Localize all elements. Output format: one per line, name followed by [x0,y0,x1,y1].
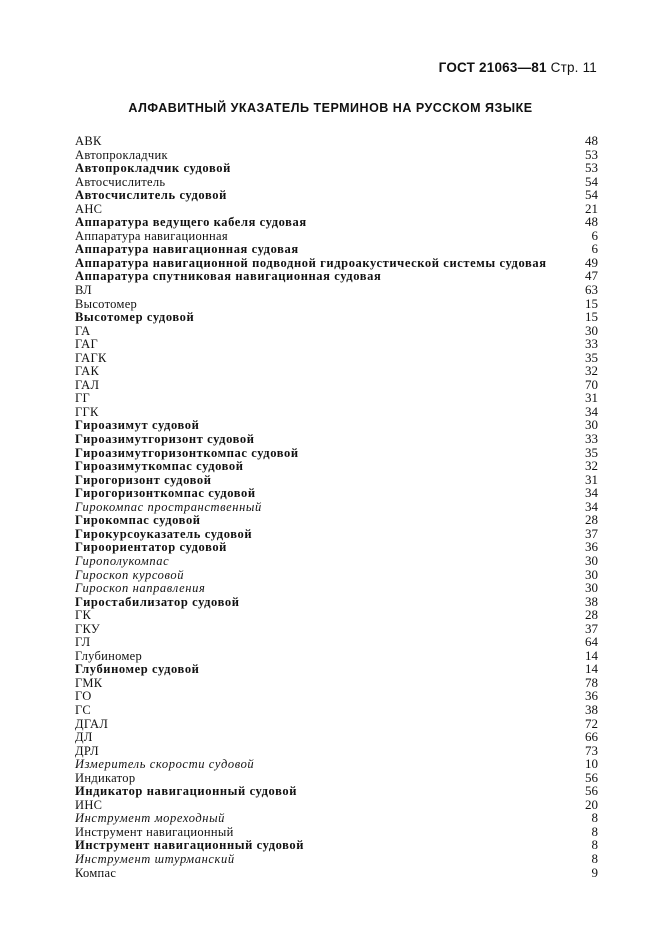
entry-page-number: 53 [585,146,598,162]
entry-page-number: 31 [585,390,598,406]
entry-term: ГКУ [75,621,101,636]
index-entry [75,161,598,175]
index-entry [75,391,598,405]
index-entry [75,269,598,283]
index-entry [75,459,598,473]
index-entry [75,540,598,554]
entry-page-number: 49 [585,254,598,270]
entry-term: Компас [75,865,117,880]
entry-page-number: 47 [585,268,598,284]
entry-term: АВК [75,134,102,148]
entry-page-number: 38 [585,701,598,717]
entry-page-number: 35 [585,444,598,460]
entry-page-number: 20 [585,796,598,812]
entry-page-number: 30 [585,322,598,338]
entry-page-number: 21 [585,200,598,216]
entry-page-number: 32 [585,458,598,474]
entry-page-number: 70 [585,376,598,392]
entry-term: ДГАЛ [75,716,109,731]
entry-term: Индикатор навигационный судовой [75,784,297,799]
entry-term: Аппаратура навигационной подводной гидроакустической системы судовая [75,255,547,270]
entry-page-number: 37 [585,620,598,636]
entry-page-number: 8 [591,850,598,866]
entry-page-number: 72 [585,715,598,731]
entry-page-number: 8 [591,823,598,839]
entry-term: ГК [75,608,92,623]
entry-term: ГО [75,689,92,704]
entry-page-number: 56 [585,783,598,799]
index-entry [75,418,598,432]
entry-page-number: 36 [585,688,598,704]
index-entry [75,622,598,636]
entry-term: Аппаратура спутниковая навигационная судовая [75,269,382,284]
entry-page-number: 54 [585,187,598,203]
entry-term: Гироазимутгоризонткомпас судовой [75,445,299,460]
index-entry [75,717,598,731]
index-entry [75,608,598,622]
entry-term: ГЛ [75,635,91,650]
entry-page-number: 66 [585,729,598,745]
entry-term: ДЛ [75,730,93,745]
index-entry [75,689,598,703]
index-entry [75,215,598,229]
entry-term: Гироскоп курсовой [75,567,185,582]
index-entry [75,351,598,365]
entry-page-number: 54 [585,173,598,189]
index-entry [75,744,598,758]
entry-page-number: 64 [585,634,598,650]
entry-term: Гирокурсоуказатель судовой [75,526,253,541]
entry-page-number: 34 [585,498,598,514]
index-entry [75,446,598,460]
entry-term: ГАГК [75,350,107,365]
entry-term: Инструмент навигационный судовой [75,838,305,853]
entry-term: Инструмент навигационный [75,824,234,839]
entry-term: Гирокомпас судовой [75,513,201,528]
index-entry [75,635,598,649]
entry-page-number: 15 [585,309,598,325]
entry-term: Гироскоп направления [75,581,206,596]
index-entry [75,825,598,839]
entry-page-number: 73 [585,742,598,758]
entry-page-number: 31 [585,471,598,487]
entry-page-number: 32 [585,363,598,379]
entry-page-number: 33 [585,431,598,447]
entry-page-number: 48 [585,214,598,230]
entry-term: Гиростабилизатор судовой [75,594,240,609]
entry-page-number: 10 [585,756,598,772]
entry-term: ИНС [75,797,103,812]
entry-page-number: 56 [585,769,598,785]
entry-page-number: 30 [585,566,598,582]
index-entry [75,784,598,798]
entry-term: Глубиномер [75,648,143,663]
index-entry [75,256,598,270]
index-entry [75,771,598,785]
entry-term: Гироазимут судовой [75,418,200,433]
entry-page-number: 8 [591,810,598,826]
entry-term: Аппаратура навигационная [75,228,228,243]
index-entry [75,432,598,446]
entry-term: Автосчислитель [75,174,166,189]
index-entry [75,866,598,880]
entry-page-number: 48 [585,133,598,148]
index-entry [75,554,598,568]
entry-term: ГАК [75,364,100,379]
index-entry [75,202,598,216]
entry-page-number: 30 [585,580,598,596]
entry-page-number: 35 [585,349,598,365]
entry-term: Инструмент штурманский [75,851,235,866]
entry-term: Измеритель скорости судовой [75,757,255,772]
index-entry [75,811,598,825]
index-entry [75,500,598,514]
entry-term: Высотомер [75,296,138,311]
index-entry [75,527,598,541]
entry-term: Инструмент мореходный [75,811,226,826]
index-entry [75,297,598,311]
entry-term: Аппаратура ведущего кабеля судовая [75,215,307,230]
entry-term: АНС [75,201,103,216]
entry-term: ГА [75,323,91,338]
index-entry [75,676,598,690]
entry-page-number: 53 [585,160,598,176]
entry-page-number: 63 [585,282,598,298]
index-entry [75,757,598,771]
entry-term: Гирогоризонт судовой [75,472,212,487]
index-entry [75,337,598,351]
index-entry [75,730,598,744]
index-entry [75,798,598,812]
entry-term: Гирополукомпас [75,553,170,568]
entry-term: Гирогоризонткомпас судовой [75,486,256,501]
entry-page-number: 34 [585,403,598,419]
entry-page-number: 30 [585,417,598,433]
entry-page-number: 15 [585,295,598,311]
entry-term: ДРЛ [75,743,99,758]
index-entry [75,486,598,500]
index-entry [75,568,598,582]
entry-term: Автосчислитель судовой [75,188,227,203]
index-entry [75,838,598,852]
entry-page-number: 30 [585,552,598,568]
index-entry [75,364,598,378]
index-entry [75,188,598,202]
index-entry [75,242,598,256]
index-entry [75,473,598,487]
index-title: АЛФАВИТНЫЙ УКАЗАТЕЛЬ ТЕРМИНОВ НА РУССКОМ ЯЗЫКЕ [128,101,533,115]
entry-term: Автопрокладчик [75,147,168,162]
entry-page-number: 6 [591,227,598,243]
entry-page-number: 8 [591,837,598,853]
entry-term: Аппаратура навигационная судовая [75,242,299,257]
index-entry [75,662,598,676]
entry-page-number: 9 [591,864,598,880]
index-entry [75,513,598,527]
entry-page-number: 37 [585,525,598,541]
entry-page-number: 28 [585,607,598,623]
entry-term: ГАЛ [75,377,100,392]
entry-term: Гироазимуткомпас судовой [75,459,244,474]
page-header [439,60,597,75]
entry-term: ГАГ [75,337,99,352]
entry-term: ГМК [75,675,103,690]
entry-page-number: 34 [585,485,598,501]
entry-page-number: 78 [585,674,598,690]
index-entry [75,703,598,717]
entry-term: ГС [75,702,91,717]
entry-term: Высотомер судовой [75,310,195,325]
index-entry [75,595,598,609]
entry-page-number: 14 [585,647,598,663]
index-entry [75,649,598,663]
page-number: Стр. 11 [550,60,597,75]
index-entry [75,405,598,419]
entry-term: ГГ [75,391,91,406]
index-entry [75,324,598,338]
index-entry [75,134,598,148]
index-entry [75,310,598,324]
entry-term: ВЛ [75,283,92,298]
entry-term: Гироориентатор судовой [75,540,227,555]
term-index-list [75,134,598,879]
entry-page-number: 38 [585,593,598,609]
index-entry [75,378,598,392]
standard-number: ГОСТ 21063—81 [438,60,547,75]
index-entry [75,581,598,595]
index-entry [75,852,598,866]
entry-page-number: 6 [591,241,598,257]
entry-page-number: 14 [585,661,598,677]
entry-term: Глубиномер судовой [75,662,200,677]
entry-page-number: 28 [585,512,598,528]
index-entry [75,175,598,189]
entry-page-number: 33 [585,336,598,352]
entry-term: Гироазимутгоризонт судовой [75,432,255,447]
entry-term: Индикатор [75,770,136,785]
index-entry [75,283,598,297]
entry-term: ГГК [75,404,99,419]
entry-term: Гирокомпас пространственный [75,499,262,514]
index-entry [75,148,598,162]
entry-term: Автопрокладчик судовой [75,161,231,176]
entry-page-number: 36 [585,539,598,555]
index-entry [75,229,598,243]
